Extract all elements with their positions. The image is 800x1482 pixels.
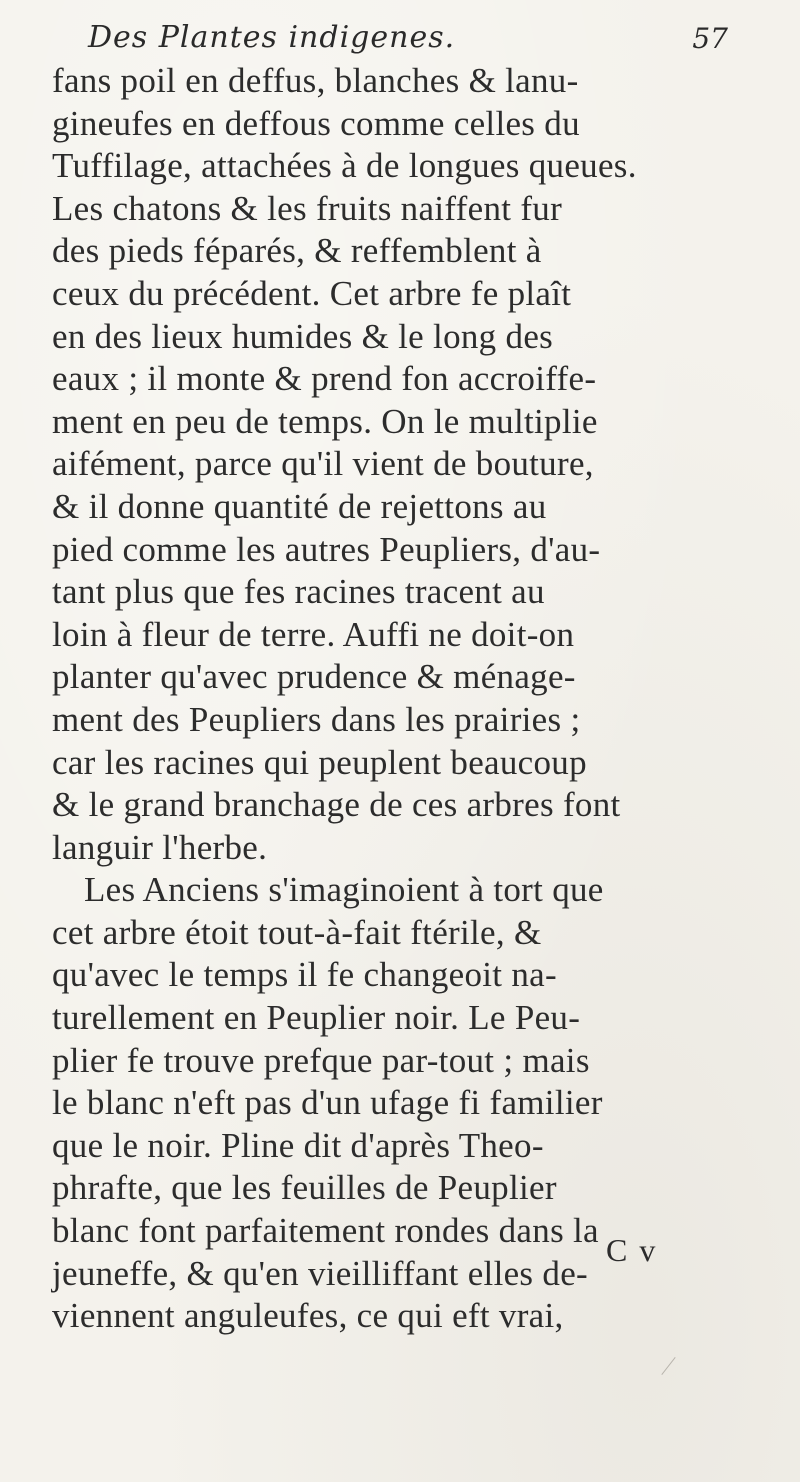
text-line: ceux du précédent. Cet arbre fe plaît <box>52 273 572 313</box>
body-text <box>52 60 770 1338</box>
catchword: C v <box>606 1232 658 1268</box>
text-line: Tuffilage, attachées à de longues queues. <box>52 146 637 186</box>
text-line: que le noir. Pline dit d'après Theo- <box>52 1125 544 1165</box>
running-title: Des Plantes indigenes. <box>88 20 456 55</box>
text-line: fans poil en deffus, blanches & lanu- <box>52 61 579 100</box>
text-line: loin à fleur de terre. Auffi ne doit-on <box>52 614 575 654</box>
text-line: & il donne quantité de rejettons au <box>52 486 547 526</box>
text-line: planter qu'avec prudence & ménage- <box>52 657 576 697</box>
text-line: car les racines qui peuplent beaucoup <box>52 742 587 782</box>
text-line: pied comme les autres Peupliers, d'au- <box>52 529 601 569</box>
text-line: ment des Peupliers dans les prairies ; <box>52 699 581 739</box>
text-line: & le grand branchage de ces arbres font <box>52 785 621 825</box>
text-line: ment en peu de temps. On le multiplie <box>52 401 598 441</box>
text-line: turellement en Peuplier noir. Le Peu- <box>52 998 581 1038</box>
page-number: 57 <box>692 22 728 55</box>
text-line: le blanc n'eft pas d'un ufage fi familier <box>52 1083 603 1123</box>
text-line: languir l'herbe. <box>52 827 268 867</box>
text-line: Les Anciens s'imaginoient à tort que <box>84 870 604 910</box>
text-line: gineufes en deffous comme celles du <box>52 103 580 143</box>
text-line: blanc font parfaitement rondes dans la <box>52 1211 599 1251</box>
text-line: Les chatons & les fruits naiffent fur <box>52 188 563 228</box>
paper-mark <box>661 1357 675 1375</box>
text-line: eaux ; il monte & prend fon accroiffe- <box>52 359 597 399</box>
text-line: tant plus que fes racines tracent au <box>52 572 545 612</box>
text-line: jeuneffe, & qu'en vieilliffant elles de- <box>52 1253 588 1293</box>
text-line: qu'avec le temps il fe changeoit na- <box>52 955 557 995</box>
text-line: phrafte, que les feuilles de Peuplier <box>52 1168 557 1208</box>
text-line: aifément, parce qu'il vient de bouture, <box>52 444 594 484</box>
text-line: des pieds féparés, & reffemblent à <box>52 231 542 271</box>
text-line: cet arbre étoit tout-à-fait ftérile, & <box>52 912 542 952</box>
text-line: en des lieux humides & le long des <box>52 316 554 356</box>
text-line: plier fe trouve prefque par-tout ; mais <box>52 1040 590 1080</box>
running-head <box>88 18 728 62</box>
text-line: viennent anguleufes, ce qui eft vrai, <box>52 1296 564 1336</box>
